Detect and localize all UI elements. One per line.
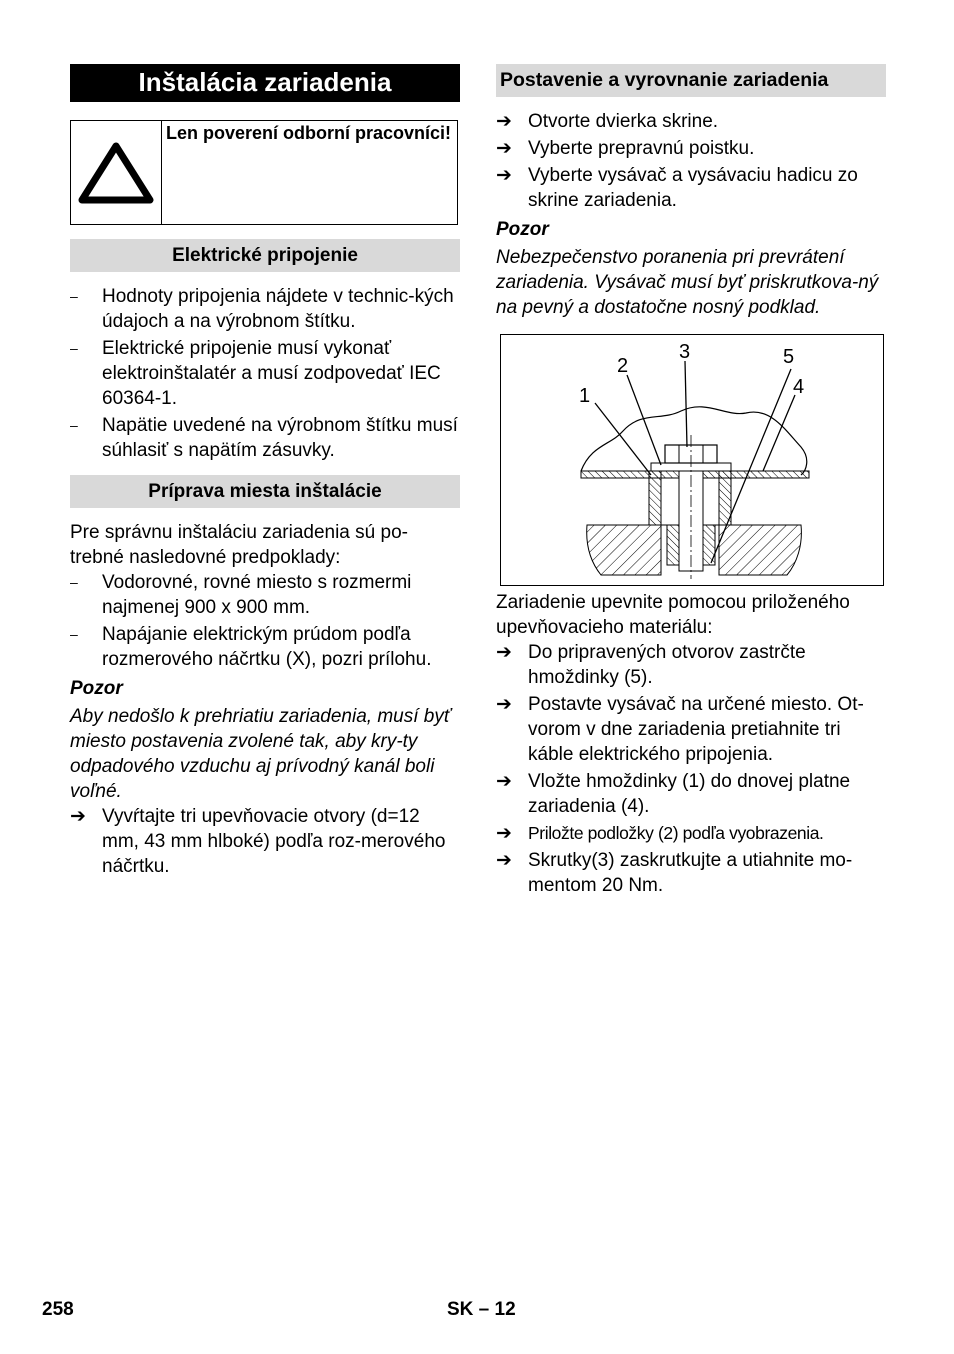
warning-box: [70, 120, 458, 225]
warning-icon-cell: [71, 121, 162, 224]
dowel: [719, 471, 731, 525]
arrow-icon: ➔: [496, 694, 512, 715]
list-item: ➔ Vložte hmoždinky (1) do dnovej platne zariadenia (4).: [496, 771, 851, 817]
setup-steps-b: [496, 640, 886, 898]
label-4: 4: [793, 376, 805, 398]
arrow-icon: ➔: [496, 642, 512, 663]
list-item: ➔ Otvorte dvierka skrine.: [496, 111, 719, 132]
floor-block: [587, 525, 661, 575]
caution-label: Pozor: [496, 219, 549, 240]
left-column: [70, 64, 460, 881]
caution-text: Aby nedošlo k prehriatiu zariadenia, musí byť miesto postavenia zvolené tak, aby kry-ty odpadového vzduchu aj prívodný kanál boli voľné.: [70, 706, 451, 802]
list-item: – Vodorovné, rovné miesto s rozmermi najmenej 900 x 900 mm.: [70, 572, 412, 618]
arrow-icon: ➔: [496, 850, 512, 871]
list-item: ➔ Skrutky(3) zaskrutkujte a utiahnite mo-mentom 20 Nm.: [496, 850, 853, 896]
floor-block: [719, 525, 801, 575]
electrical-heading: Elektrické pripojenie: [70, 239, 460, 272]
list-item: – Napätie uvedené na výrobnom štítku musí súhlasiť s napätím zásuvky.: [70, 415, 458, 461]
label-5: 5: [783, 346, 795, 368]
language-page-label: SK – 12: [447, 1299, 516, 1320]
dowel: [649, 471, 661, 525]
arrow-icon: ➔: [496, 138, 512, 159]
warning-triangle-icon: [76, 140, 156, 206]
arrow-icon: ➔: [496, 111, 512, 132]
page-number: 258: [42, 1299, 74, 1320]
setup-steps-a: [496, 109, 886, 213]
mounting-diagram: [501, 335, 883, 585]
label-1: 1: [579, 385, 591, 407]
floor-dowel: [667, 525, 679, 565]
list-item: – Hodnoty pripojenia nájdete v technic-kých údajoch a na výrobnom štítku.: [70, 286, 454, 332]
list-item: ➔ Postavte vysávač na určené miesto. Ot-vorom v dne zariadenia pretiahnite tri káble elektrického pripojenia.: [496, 694, 864, 765]
prep-intro: Pre správnu inštaláciu zariadenia sú po-trebné nasledovné predpoklady:: [70, 522, 408, 568]
list-item: – Napájanie elektrickým prúdom podľa rozmerového náčrtku (X), pozri prílohu.: [70, 624, 432, 670]
list-item: ➔ Do pripravených otvorov zastrčte hmoždinky (5).: [496, 642, 806, 688]
arrow-icon: ➔: [70, 806, 86, 827]
label-3: 3: [679, 341, 691, 363]
caution-label: Pozor: [70, 678, 123, 699]
list-item: ➔ Vyvŕtajte tri upevňovacie otvory (d=12 mm, 43 mm hlboké) podľa roz-merového náčrtku.: [70, 806, 446, 877]
warning-text: Len poverení odborní pracovníci!: [166, 123, 452, 143]
list-item: – Elektrické pripojenie musí vykonať elektroinštalatér a musí zodpovedať IEC 60364-1.: [70, 338, 441, 409]
list-item: ➔ Priložte podložky (2) podľa vyobrazenia.: [496, 823, 824, 844]
list-item: ➔ Vyberte prepravnú poistku.: [496, 138, 755, 159]
arrow-icon: ➔: [496, 165, 512, 186]
electrical-list: [70, 284, 460, 463]
setup-heading: Postavenie a vyrovnanie zariadenia: [496, 64, 886, 97]
label-2: 2: [617, 355, 629, 377]
prep-heading: Príprava miesta inštalácie: [70, 475, 460, 508]
mounting-figure: [500, 334, 884, 586]
mounting-intro: Zariadenie upevnite pomocou priloženého upevňovacieho materiálu:: [496, 592, 850, 638]
page-title: Inštalácia zariadenia: [70, 64, 460, 102]
caution-text: Nebezpečenstvo poranenia pri prevrátení zariadenia. Vysávač musí byť priskrutkova-ný na pevný a dostatočne nosný podklad.: [496, 247, 879, 318]
prep-list: [70, 570, 460, 672]
arrow-icon: ➔: [496, 771, 512, 792]
list-item: ➔ Vyberte vysávač a vysávaciu hadicu zo skrine zariadenia.: [496, 165, 858, 211]
arrow-icon: ➔: [496, 823, 512, 844]
right-column: [496, 64, 886, 900]
prep-steps: [70, 804, 460, 879]
